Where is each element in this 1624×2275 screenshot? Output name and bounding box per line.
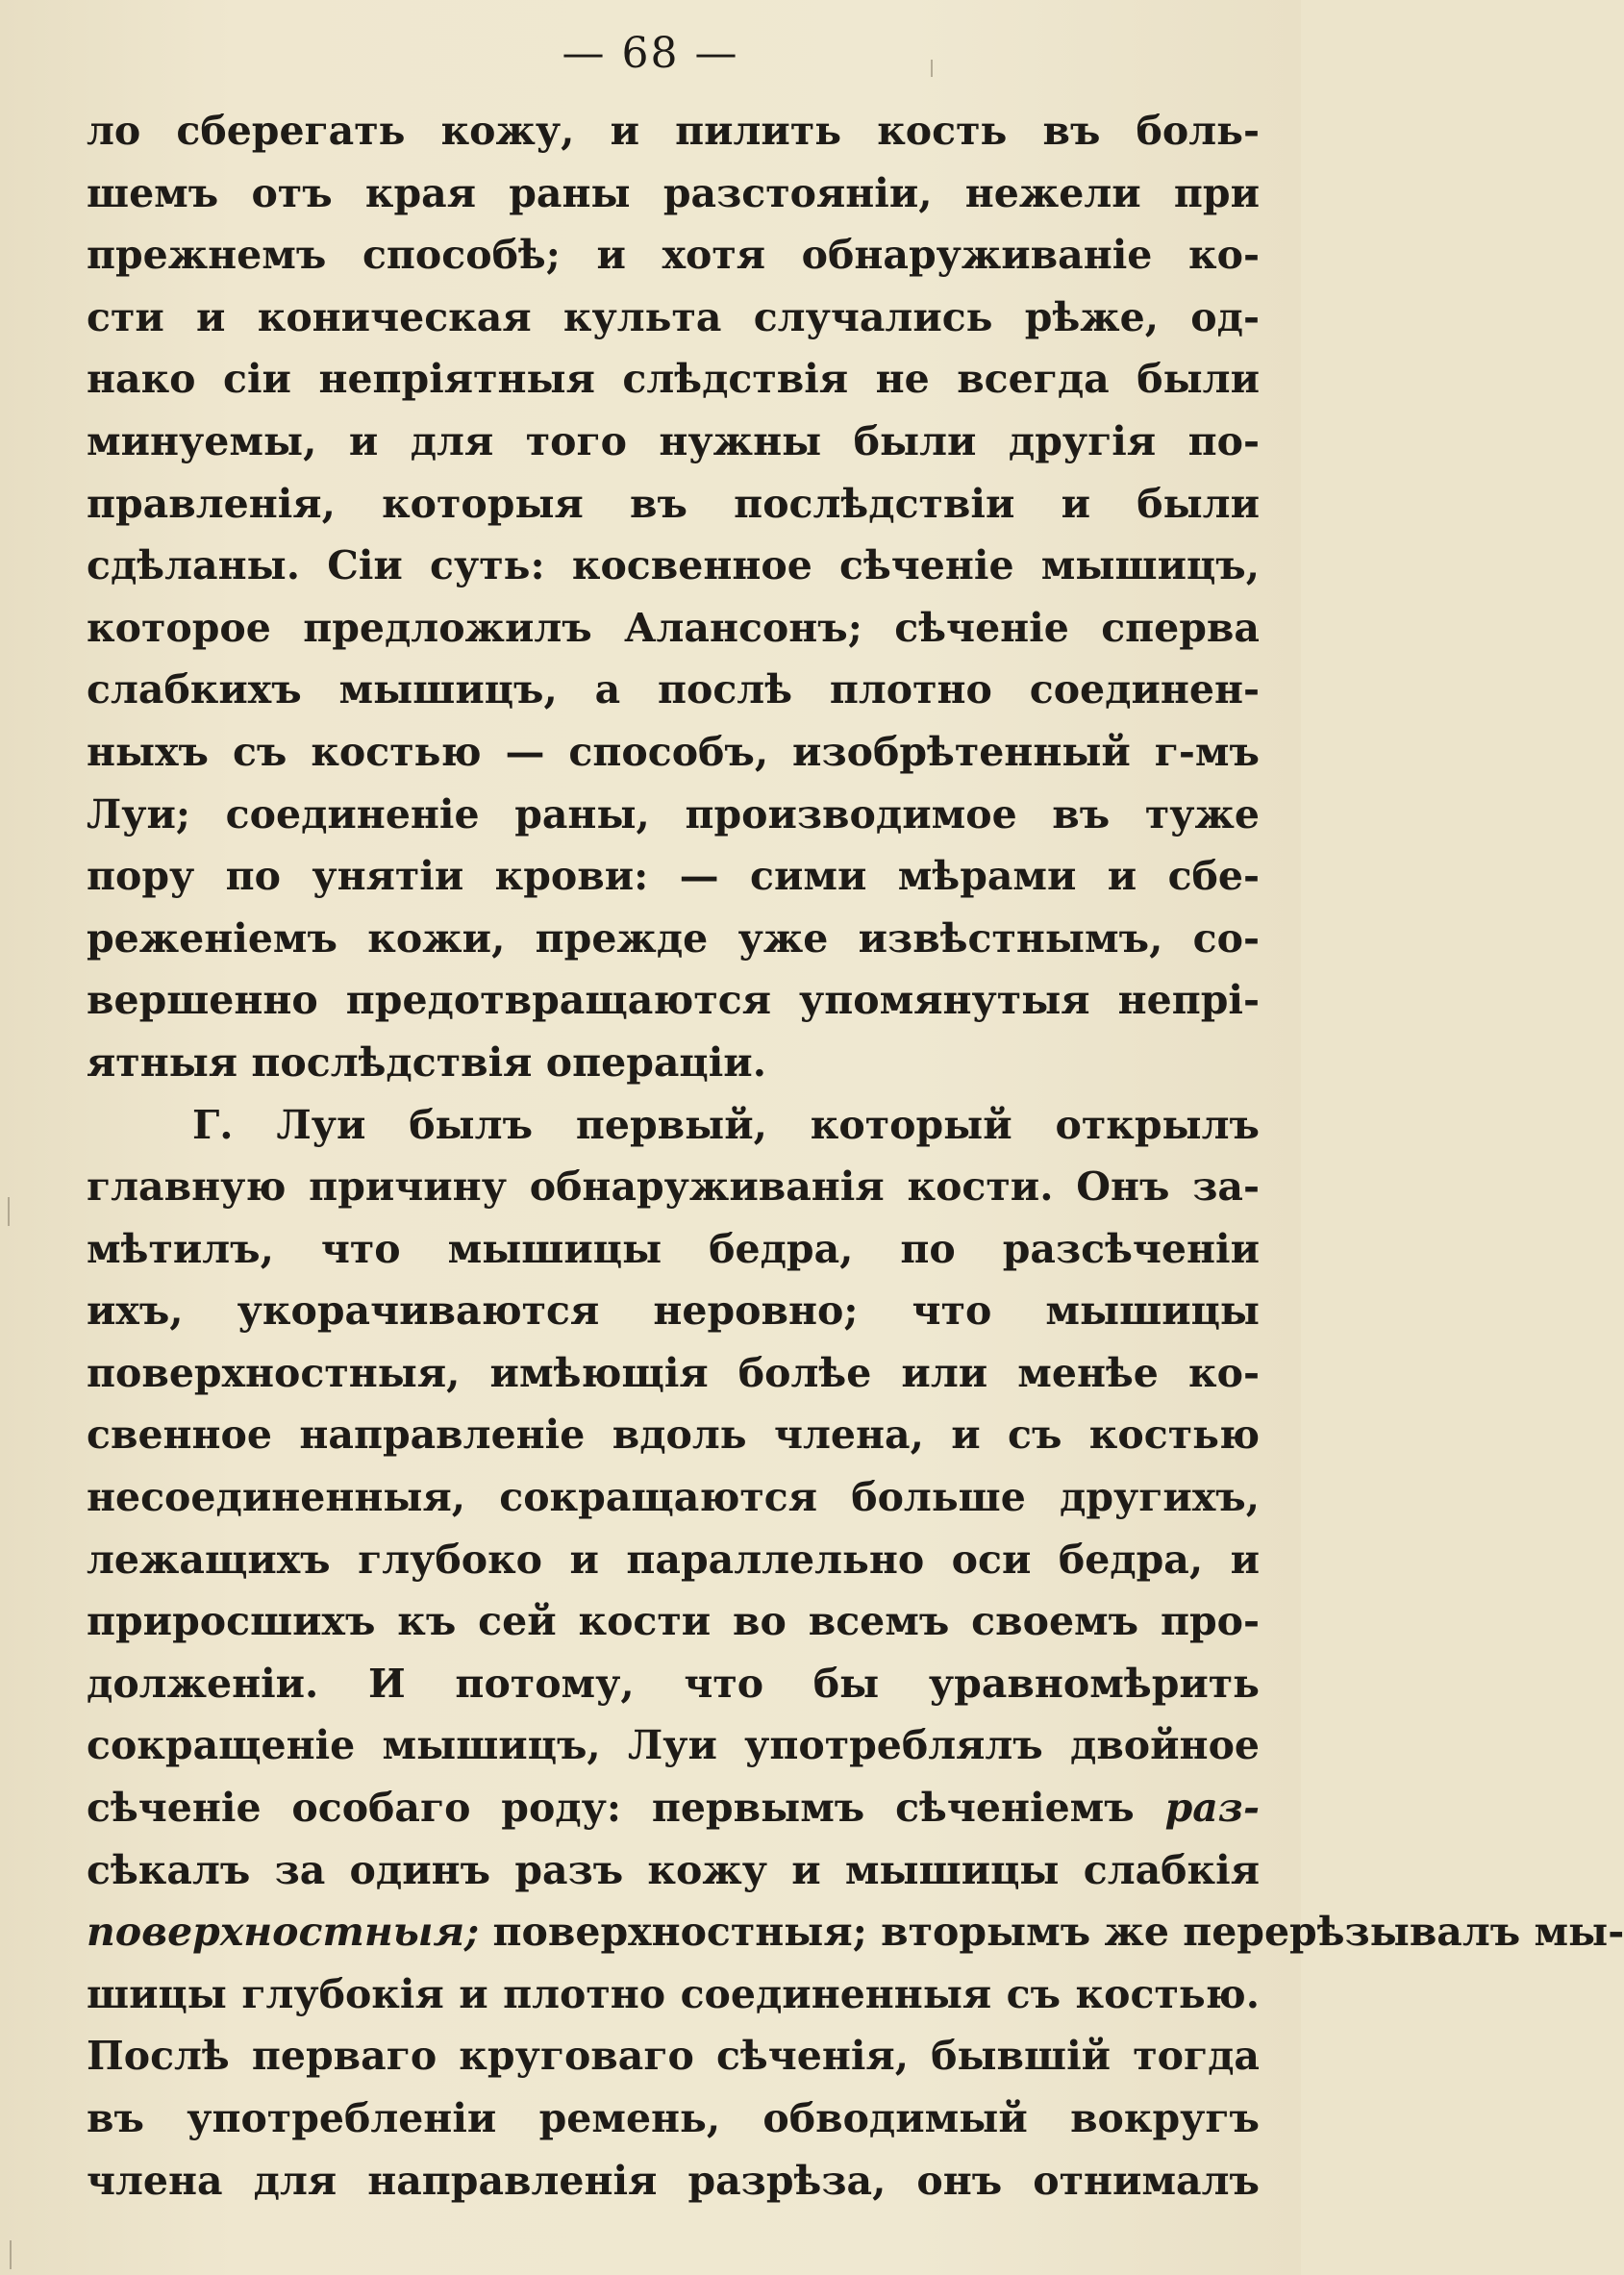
text-line: нако сіи непріятныя слѣдствія не всегда были	[87, 356, 1260, 403]
text-line: вершенно предотвращаются упомянутыя непрі-	[87, 977, 1260, 1024]
text-line: приросшихъ къ сей кости во всемъ своемъ про-	[87, 1598, 1260, 1645]
italic-segment: поверхностныя;	[87, 1909, 480, 1956]
margin-mark	[931, 60, 933, 77]
text-line: лежащихъ глубоко и параллельно оси бедра, и	[87, 1536, 1260, 1583]
text-line: въ употребленіи ремень, обводимый вокругъ	[87, 2095, 1260, 2141]
text-line: ихъ, укорачиваются неровно; что мышицы	[87, 1288, 1260, 1335]
text-line: минуемы, и для того нужны были другія по-	[87, 417, 1260, 464]
text-line: долженіи. И потому, что бы уравномѣрить	[87, 1660, 1260, 1707]
text-line: свенное направленіе вдоль члена, и съ костью	[87, 1412, 1260, 1459]
text-line-mixed	[87, 1777, 1260, 1839]
text-line-mixed	[87, 1901, 1624, 1963]
text-line: шицы глубокія и плотно соединенныя съ костью.	[87, 1970, 1260, 2017]
text-line: ло сберегать кожу, и пилить кость въ боль-	[87, 108, 1260, 154]
text-line: слабкихъ мышицъ, а послѣ плотно соединен-	[87, 666, 1260, 713]
text-line: ныхъ съ костью — способъ, изобрѣтенный г-мъ	[87, 728, 1260, 775]
text-line: Г. Луи былъ первый, который открылъ	[192, 1101, 1260, 1148]
margin-mark	[10, 2240, 12, 2269]
text-line: поверхностныя, имѣющія болѣе или менѣе ко-	[87, 1349, 1260, 1396]
text-line: ятныя послѣдствія операціи.	[87, 1038, 766, 1086]
text-line: члена для направленія разрѣза, онъ отнималъ	[87, 2157, 1260, 2204]
text-line: сти и коническая культа случались рѣже, од-	[87, 293, 1260, 340]
text-line: реженіемъ кожи, прежде уже извѣстнымъ, со-	[87, 914, 1260, 962]
text-line: шемъ отъ края раны разстояніи, нежели при	[87, 169, 1260, 216]
text-line: прежнемъ способѣ; и хотя обнаруживаніе ко-	[87, 232, 1260, 279]
text-line: Луи; соединеніе раны, производимое въ туже	[87, 790, 1260, 838]
text-line: которое предложилъ Алансонъ; сѣченіе сперва	[87, 604, 1260, 651]
text-line: правленія, которыя въ послѣдствіи и были	[87, 480, 1260, 527]
text-line: несоединенныя, сокращаются больше другихъ,	[87, 1474, 1260, 1521]
text-line: главную причину обнаруживанія кости. Онъ за-	[87, 1163, 1260, 1211]
body-text	[87, 100, 1624, 2212]
margin-mark	[8, 1197, 10, 1226]
italic-line: сѣкалъ за одинъ разъ кожу и мышицы слабкія	[87, 1846, 1260, 1893]
text-line: сдѣланы. Сіи суть: косвенное сѣченіе мышицъ,	[87, 542, 1260, 589]
text-line: мѣтилъ, что мышицы бедра, по разсѣченіи	[87, 1225, 1260, 1272]
text-line: Послѣ перваго круговаго сѣченія, бывшій тогда	[87, 2033, 1260, 2080]
page-number: — 68 —	[562, 29, 739, 78]
text-line: пору по унятіи крови: — сими мѣрами и сбе-	[87, 853, 1260, 900]
text-line: сокращеніе мышицъ, Луи употреблялъ двойное	[87, 1722, 1260, 1769]
text-segment: поверхностныя; вторымъ же перерѣзывалъ мы-	[492, 1909, 1624, 1956]
text-segment: сѣченіе особаго роду: первымъ сѣченіемъ	[87, 1785, 1135, 1832]
italic-segment: раз-	[1164, 1785, 1260, 1832]
